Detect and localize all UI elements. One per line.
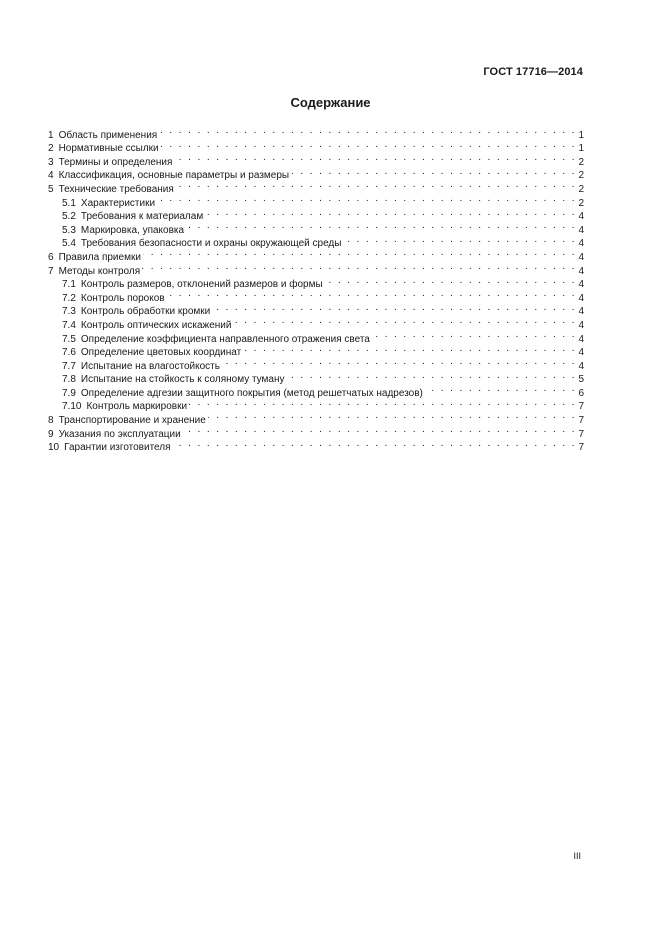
toc-entry-title: Контроль пороков — [80, 292, 165, 304]
toc-entry-title: Классификация, основные параметры и размеры — [58, 170, 290, 182]
dot-leader — [291, 165, 576, 179]
toc-entry-page: 4 — [578, 319, 584, 331]
toc-entry-page: 1 — [578, 129, 584, 141]
toc-entry-page: 1 — [578, 143, 584, 155]
dot-leader — [343, 233, 576, 247]
toc-entry-page: 2 — [578, 170, 584, 182]
toc-entry-number: 5.4 — [62, 238, 76, 250]
dot-leader — [425, 382, 577, 396]
toc-entry-number: 7 — [48, 265, 54, 277]
toc-entry-page: 4 — [578, 347, 584, 359]
dot-leader — [189, 396, 576, 410]
toc-entry-number: 6 — [48, 251, 54, 263]
document-code: ГОСТ 17716—2014 — [483, 66, 583, 78]
toc-entry-title: Определение цветовых координат — [80, 347, 242, 359]
toc-entry-number: 5.1 — [62, 197, 76, 209]
toc-entry-title: Технические требования — [58, 183, 174, 195]
toc-entry-number: 7.7 — [62, 360, 76, 372]
toc-entry-page: 2 — [578, 183, 584, 195]
toc-entry-number: 7.5 — [62, 333, 76, 345]
toc-entry-title: Гарантии изготовителя — [64, 442, 171, 454]
dot-leader — [212, 301, 576, 315]
toc-entry-number: 9 — [48, 428, 54, 440]
toc-entry-number: 7.9 — [62, 387, 76, 399]
toc-title: Содержание — [290, 95, 371, 110]
toc-entry-number: 7.3 — [62, 306, 76, 318]
toc-entry-page: 4 — [578, 265, 584, 277]
toc-entry-number: 7.1 — [62, 279, 76, 291]
toc-entry-number: 7.6 — [62, 347, 76, 359]
toc-entry-number: 4 — [48, 170, 54, 182]
dot-leader — [174, 151, 576, 165]
toc-entry-title: Испытание на влагостойкость — [80, 360, 220, 372]
toc-entry-page: 2 — [578, 156, 584, 168]
toc-entry-page: 2 — [578, 197, 584, 209]
dot-leader — [243, 342, 576, 356]
toc-entry-title: Транспортирование и хранение — [58, 415, 206, 427]
dot-leader — [176, 178, 577, 192]
toc-entry-title: Требования безопасности и охраны окружающей среды — [80, 238, 342, 250]
dot-leader — [287, 369, 577, 383]
toc-entry[interactable] — [48, 124, 584, 141]
dot-leader — [222, 355, 576, 369]
dot-leader — [325, 274, 577, 288]
toc-entry-title: Испытание на стойкость к соляному туману — [80, 374, 285, 386]
toc-entry-number: 5 — [48, 183, 54, 195]
toc-entry-title: Требования к материалам — [80, 211, 204, 223]
toc-entry-number: 5.2 — [62, 211, 76, 223]
dot-leader — [233, 314, 576, 328]
toc-entry-page: 7 — [578, 401, 584, 413]
toc-entry-title: Термины и определения — [58, 156, 173, 168]
toc-entry-page: 7 — [578, 442, 584, 454]
toc-entry-page: 5 — [578, 374, 584, 386]
dot-leader — [173, 437, 577, 451]
toc-entry-number: 8 — [48, 415, 54, 427]
dot-leader — [142, 260, 576, 274]
dot-leader — [159, 124, 576, 138]
toc-entry-page: 4 — [578, 279, 584, 291]
dot-leader — [208, 409, 577, 423]
toc-entry-title: Определение коэффициента направленного отражения света — [80, 333, 370, 345]
toc-entry-number: 7.4 — [62, 319, 76, 331]
toc-entry-title: Контроль оптических искажений — [80, 319, 232, 331]
toc-entry-title: Указания по эксплуатации — [58, 428, 181, 440]
toc-entry-title: Нормативные ссылки — [58, 143, 159, 155]
toc-entry-page: 4 — [578, 224, 584, 236]
dot-leader — [143, 246, 577, 260]
dot-leader — [205, 206, 576, 220]
toc-entry-number: 7.2 — [62, 292, 76, 304]
dot-leader — [157, 192, 576, 206]
dot-leader — [167, 287, 577, 301]
page-number: III — [573, 851, 581, 861]
toc-entry-title: Контроль обработки кромки — [80, 306, 211, 318]
toc-entry-number: 7.8 — [62, 374, 76, 386]
toc-entry-title: Контроль маркировки — [86, 401, 188, 413]
toc-entry-title: Маркировка, упаковка — [80, 224, 185, 236]
table-of-contents — [48, 124, 584, 454]
toc-entry-page: 4 — [578, 292, 584, 304]
toc-entry-page: 4 — [578, 238, 584, 250]
dot-leader — [186, 219, 576, 233]
toc-entry-page: 4 — [578, 360, 584, 372]
dot-leader — [161, 138, 577, 152]
toc-entry-page: 7 — [578, 415, 584, 427]
toc-entry-page: 6 — [578, 387, 584, 399]
dot-leader — [372, 328, 577, 342]
toc-entry-number: 1 — [48, 129, 54, 141]
toc-entry-page: 7 — [578, 428, 584, 440]
toc-entry-title: Правила приемки — [58, 251, 141, 263]
toc-entry-number: 2 — [48, 143, 54, 155]
toc-entry-title: Определение адгезии защитного покрытия (метод решетчатых надрезов) — [80, 387, 423, 399]
toc-entry-number: 10 — [48, 442, 60, 454]
toc-entry-page: 4 — [578, 333, 584, 345]
dot-leader — [183, 423, 577, 437]
toc-entry-title: Область применения — [58, 129, 158, 141]
toc-entry-page: 4 — [578, 211, 584, 223]
toc-entry-number: 3 — [48, 156, 54, 168]
toc-entry-title: Методы контроля — [58, 265, 141, 277]
toc-entry-number: 7.10 — [62, 401, 82, 413]
toc-entry-page: 4 — [578, 306, 584, 318]
toc-entry-title: Контроль размеров, отклонений размеров и формы — [80, 279, 323, 291]
toc-entry-title: Характеристики — [80, 197, 156, 209]
toc-entry-page: 4 — [578, 251, 584, 263]
toc-entry-number: 5.3 — [62, 224, 76, 236]
